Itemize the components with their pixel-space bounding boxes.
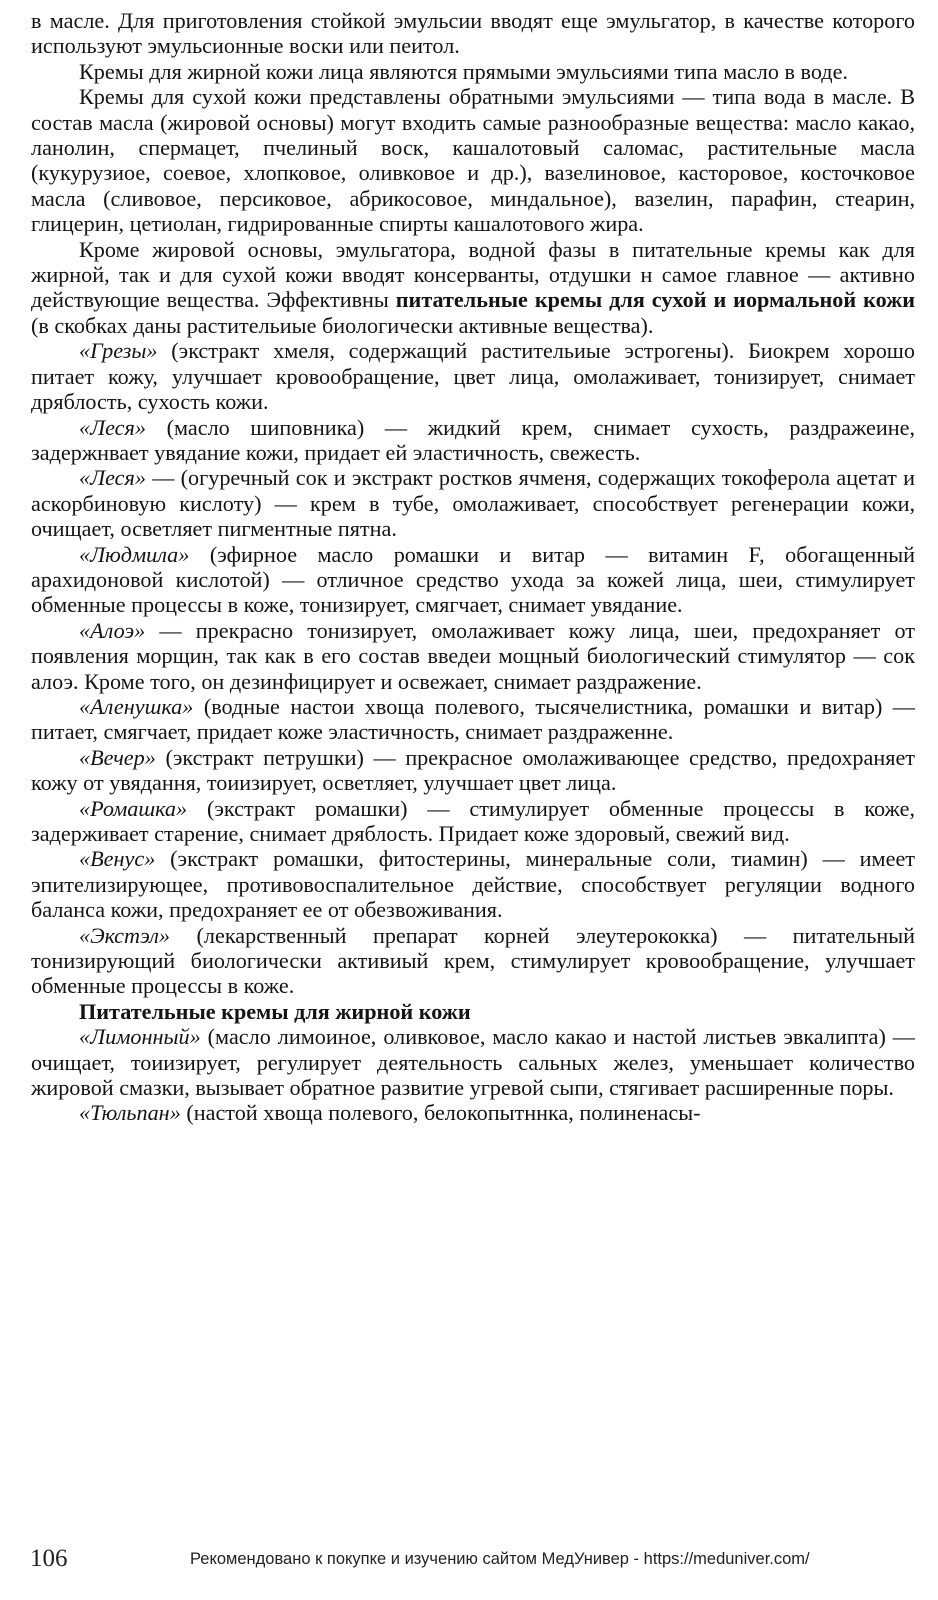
cream-description: (экстракт хмеля, содержащий растительиые эстрогены). Биокрем хорошо питает кожу, улучшает кровообращение, цвет лица, омолаживает, тонизирует, снимает дряблость, сухость кожи. (31, 338, 915, 415)
paragraph-active-ingredients-start: Кроме жировой основы, эмульгатора, водной фазы в питательные кремы как для жирной, так и для сухой кожи вводят консерванты, отдушки н самое главное — активно действующие вещества. Эффективны (31, 236, 915, 313)
cream-description: (эфирное масло ромашки и витар — витамин F, обогащенный арахидоновой кислотой) — отличное средство ухода за кожей лица, шеи, стимулирует обменные процессы в коже, тонизирует, смягчает, снимает увядание. (31, 541, 915, 618)
cream-name: «Венус» (79, 846, 156, 872)
cream-description: (экстракт петрушки) — прекрасное омолаживающее средство, предохраняет кожу от увядання, тоиизирует, осветляет, улучшает цвет лица. (31, 744, 915, 796)
cream-description: — прекрасно тонизирует, омолаживает кожу лица, шеи, предохраняет от появления морщин, так как в его состав введеи мощный биологический стимулятор — сок алоэ. Кроме того, он дезинфицирует и освежает, снимает раздражение. (31, 617, 915, 694)
cream-name: «Ромашка» (79, 795, 188, 821)
cream-entry-grezy (31, 338, 915, 414)
cream-name: «Леся» (79, 414, 146, 440)
cream-description: (экстракт ромашки, фитостерины, минеральные соли, тиамин) — имеет эпителизирующее, противовоспалительное действие, способствует регуляции водного баланса кожи, предохраняет ее от обезвоживания. (31, 846, 915, 923)
cream-entry-romashka (31, 796, 915, 847)
cream-name: «Экстэл» (79, 922, 171, 948)
cream-name: «Тюльпан» (79, 1100, 181, 1126)
cream-entry-aloe (31, 618, 915, 694)
cream-entry-venus (31, 846, 915, 922)
cream-name: «Аленушка» (79, 693, 194, 719)
cream-description: (масло лимоиное, оливковое, масло какао и настой листьев эвкалипта) — очищает, тоиизирует, регулирует деятельность сальных желез, уменьшает количество жировой смазки, вызывает обратное развитие угревой сыпи, стягивает расширенные поры. (31, 1024, 915, 1101)
cream-description: (водные настои хвоща полевого, тысячелистника, ромашки и витар) — питает, смягчает, придает коже эластичность, снимает раздраженне. (31, 693, 915, 745)
cream-entry-tyulpan (31, 1100, 915, 1125)
cream-entry-vecher (31, 745, 915, 796)
cream-name: «Вечер» (79, 744, 156, 770)
paragraph-oily-skin-emulsion: Кремы для жирной кожи лица являются прямыми эмульсиями типа масло в воде. (79, 58, 848, 84)
footer-watermark-note: Рекомендовано к покупке и изучению сайтом МедУнивер - https://meduniver.com/ (190, 1550, 810, 1568)
paragraph-dry-skin-emulsion: Кремы для сухой кожи представлены обратными эмульсиями — типа вода в масле. В состав масла (жировой основы) могут входить самые разнообразные вещества: масло какао, ланолин, спермацет, пчелиный воск, кашалотовый саломас, растительные масла (кукурузиое, соевое, хлопковое, оливковое и др.), вазелиновое, касторовое, косточковое масла (сливовое, персиковое, абрикосовое, миндальное), вазелин, парафин, стеарин, глицерин, цетиолан, гидрированные спирты кашалотового жира. (31, 84, 915, 237)
page-number: 106 (30, 1545, 68, 1572)
cream-entry-lesya-2 (31, 465, 915, 541)
paragraph-active-ingredients-bold: питательные кремы для сухой и иормальной кожи (395, 287, 915, 313)
cream-name: «Грезы» (79, 338, 158, 364)
cream-description: (настой хвоща полевого, белокопытннка, полиненасы- (180, 1100, 701, 1126)
cream-description: (экстракт ромашки) — стимулирует обменные процессы в коже, задерживает старение, снимает дряблость. Придает коже здоровый, свежий вид. (31, 795, 915, 846)
paragraph-active-ingredients (31, 237, 915, 339)
cream-description: (лекарственный препарат корней элеутерококка) — питательный тонизирующий биологически активиый крем, стимулирует кровообращение, улучшает обменные процессы в коже. (31, 922, 915, 999)
cream-name: «Алоэ» (79, 617, 146, 643)
cream-entry-ekstel (31, 923, 915, 999)
cream-name: «Людмила» (79, 541, 190, 567)
paragraph-active-ingredients-end: (в скобках даны растительиые биологически активные вещества). (31, 312, 654, 338)
cream-entry-alenushka (31, 694, 915, 745)
paragraph-emulsifier: в масле. Для приготовления стойкой эмульсии вводят еще эмульгатор, в качестве которого используют эмульсионные воски или пеитол. (31, 8, 915, 59)
cream-name: «Лимонный» (79, 1024, 201, 1050)
cream-description: (масло шиповника) — жидкий крем, снимает сухость, раздражеине, задержнвает увядание кожи, придает ей эластичность, свежесть. (31, 414, 915, 465)
cream-description: — (огуречный сок и экстракт ростков ячменя, содержащих токоферола ацетат и аскорбиновую кислоту) — крем в тубе, омолаживает, способствует регенерации кожи, очищает, осветляет пигментные пятна. (31, 465, 915, 542)
cream-entry-lesya-1 (31, 415, 915, 466)
cream-entry-limonny (31, 1024, 915, 1100)
section-subheading: Питательные кремы для жирной кожи (79, 998, 471, 1024)
cream-name: «Леся» (79, 465, 146, 491)
cream-entry-lyudmila (31, 542, 915, 618)
book-page-text (31, 8, 915, 1126)
